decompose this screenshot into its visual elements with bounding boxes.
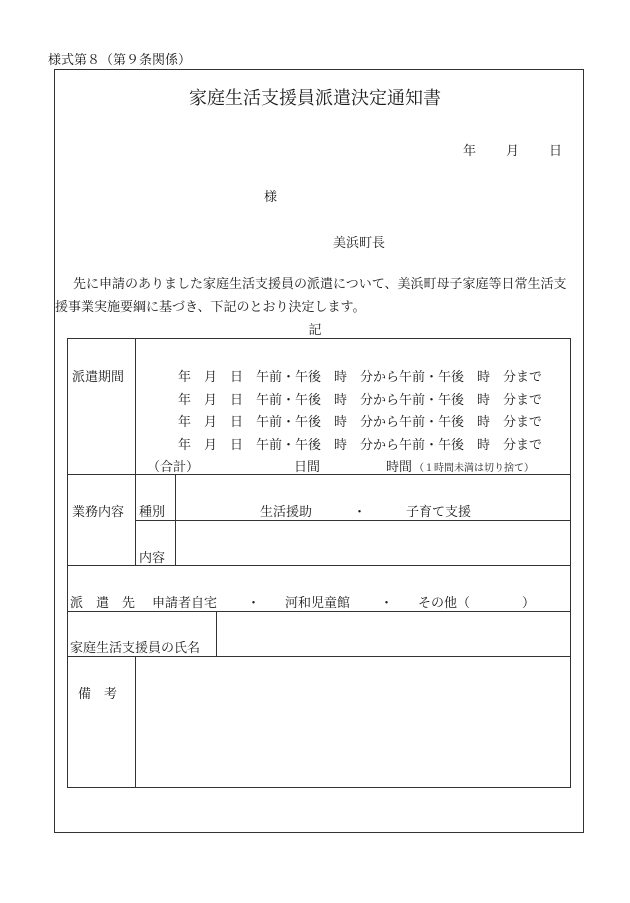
content-label: 内容: [139, 551, 166, 566]
type-option-life: 生活援助: [260, 505, 313, 520]
total-label: （合計）: [147, 460, 200, 475]
hours-note: （１時間未満は切り捨て）: [414, 463, 534, 474]
work-label: 業務内容: [72, 505, 125, 520]
dest-separator-2: ・: [380, 596, 394, 611]
destination-label: 派 遣 先: [70, 596, 136, 611]
dest-separator-1: ・: [247, 596, 261, 611]
type-label: 種別: [139, 505, 166, 520]
dest-option-other: その他（ ）: [418, 596, 536, 611]
dest-option-home: 申請者自宅: [152, 596, 218, 611]
period-row-4: 年 月 日 午前・午後 時 分から午前・午後 時 分まで: [178, 438, 543, 453]
form-number-label: 様式第８（第９条関係）: [48, 53, 192, 68]
issuer-name: 美浜町長: [333, 236, 386, 251]
body-line-2: 援事業実施要綱に基づき、下記のとおり決定します。: [55, 300, 366, 315]
remarks-label: 備 考: [78, 687, 118, 702]
hours-label: 時間: [386, 460, 413, 475]
helper-name-label: 家庭生活支援員の氏名: [70, 641, 201, 656]
body-text: [55, 273, 580, 319]
ki-heading: 記: [308, 323, 322, 338]
document-title: 家庭生活支援員派遣決定通知書: [189, 88, 441, 109]
date-day: 日: [549, 144, 563, 159]
period-row-3: 年 月 日 午前・午後 時 分から午前・午後 時 分まで: [178, 415, 543, 430]
date-line: [463, 140, 562, 159]
type-option-childcare: 子育て支援: [406, 505, 472, 520]
period-row-1: 年 月 日 午前・午後 時 分から午前・午後 時 分まで: [178, 370, 543, 385]
days-label: 日間: [294, 460, 321, 475]
date-month: 月: [506, 144, 520, 159]
recipient-suffix: 様: [264, 190, 278, 205]
type-separator: ・: [353, 505, 367, 520]
dest-option-kowa: 河和児童館: [285, 596, 351, 611]
date-year: 年: [463, 144, 477, 159]
period-label: 派遣期間: [72, 370, 125, 385]
body-line-1: 先に申請のありました家庭生活支援員の派遣について、美浜町母子家庭等日常生活支: [73, 277, 567, 292]
period-row-2: 年 月 日 午前・午後 時 分から午前・午後 時 分まで: [178, 393, 543, 408]
